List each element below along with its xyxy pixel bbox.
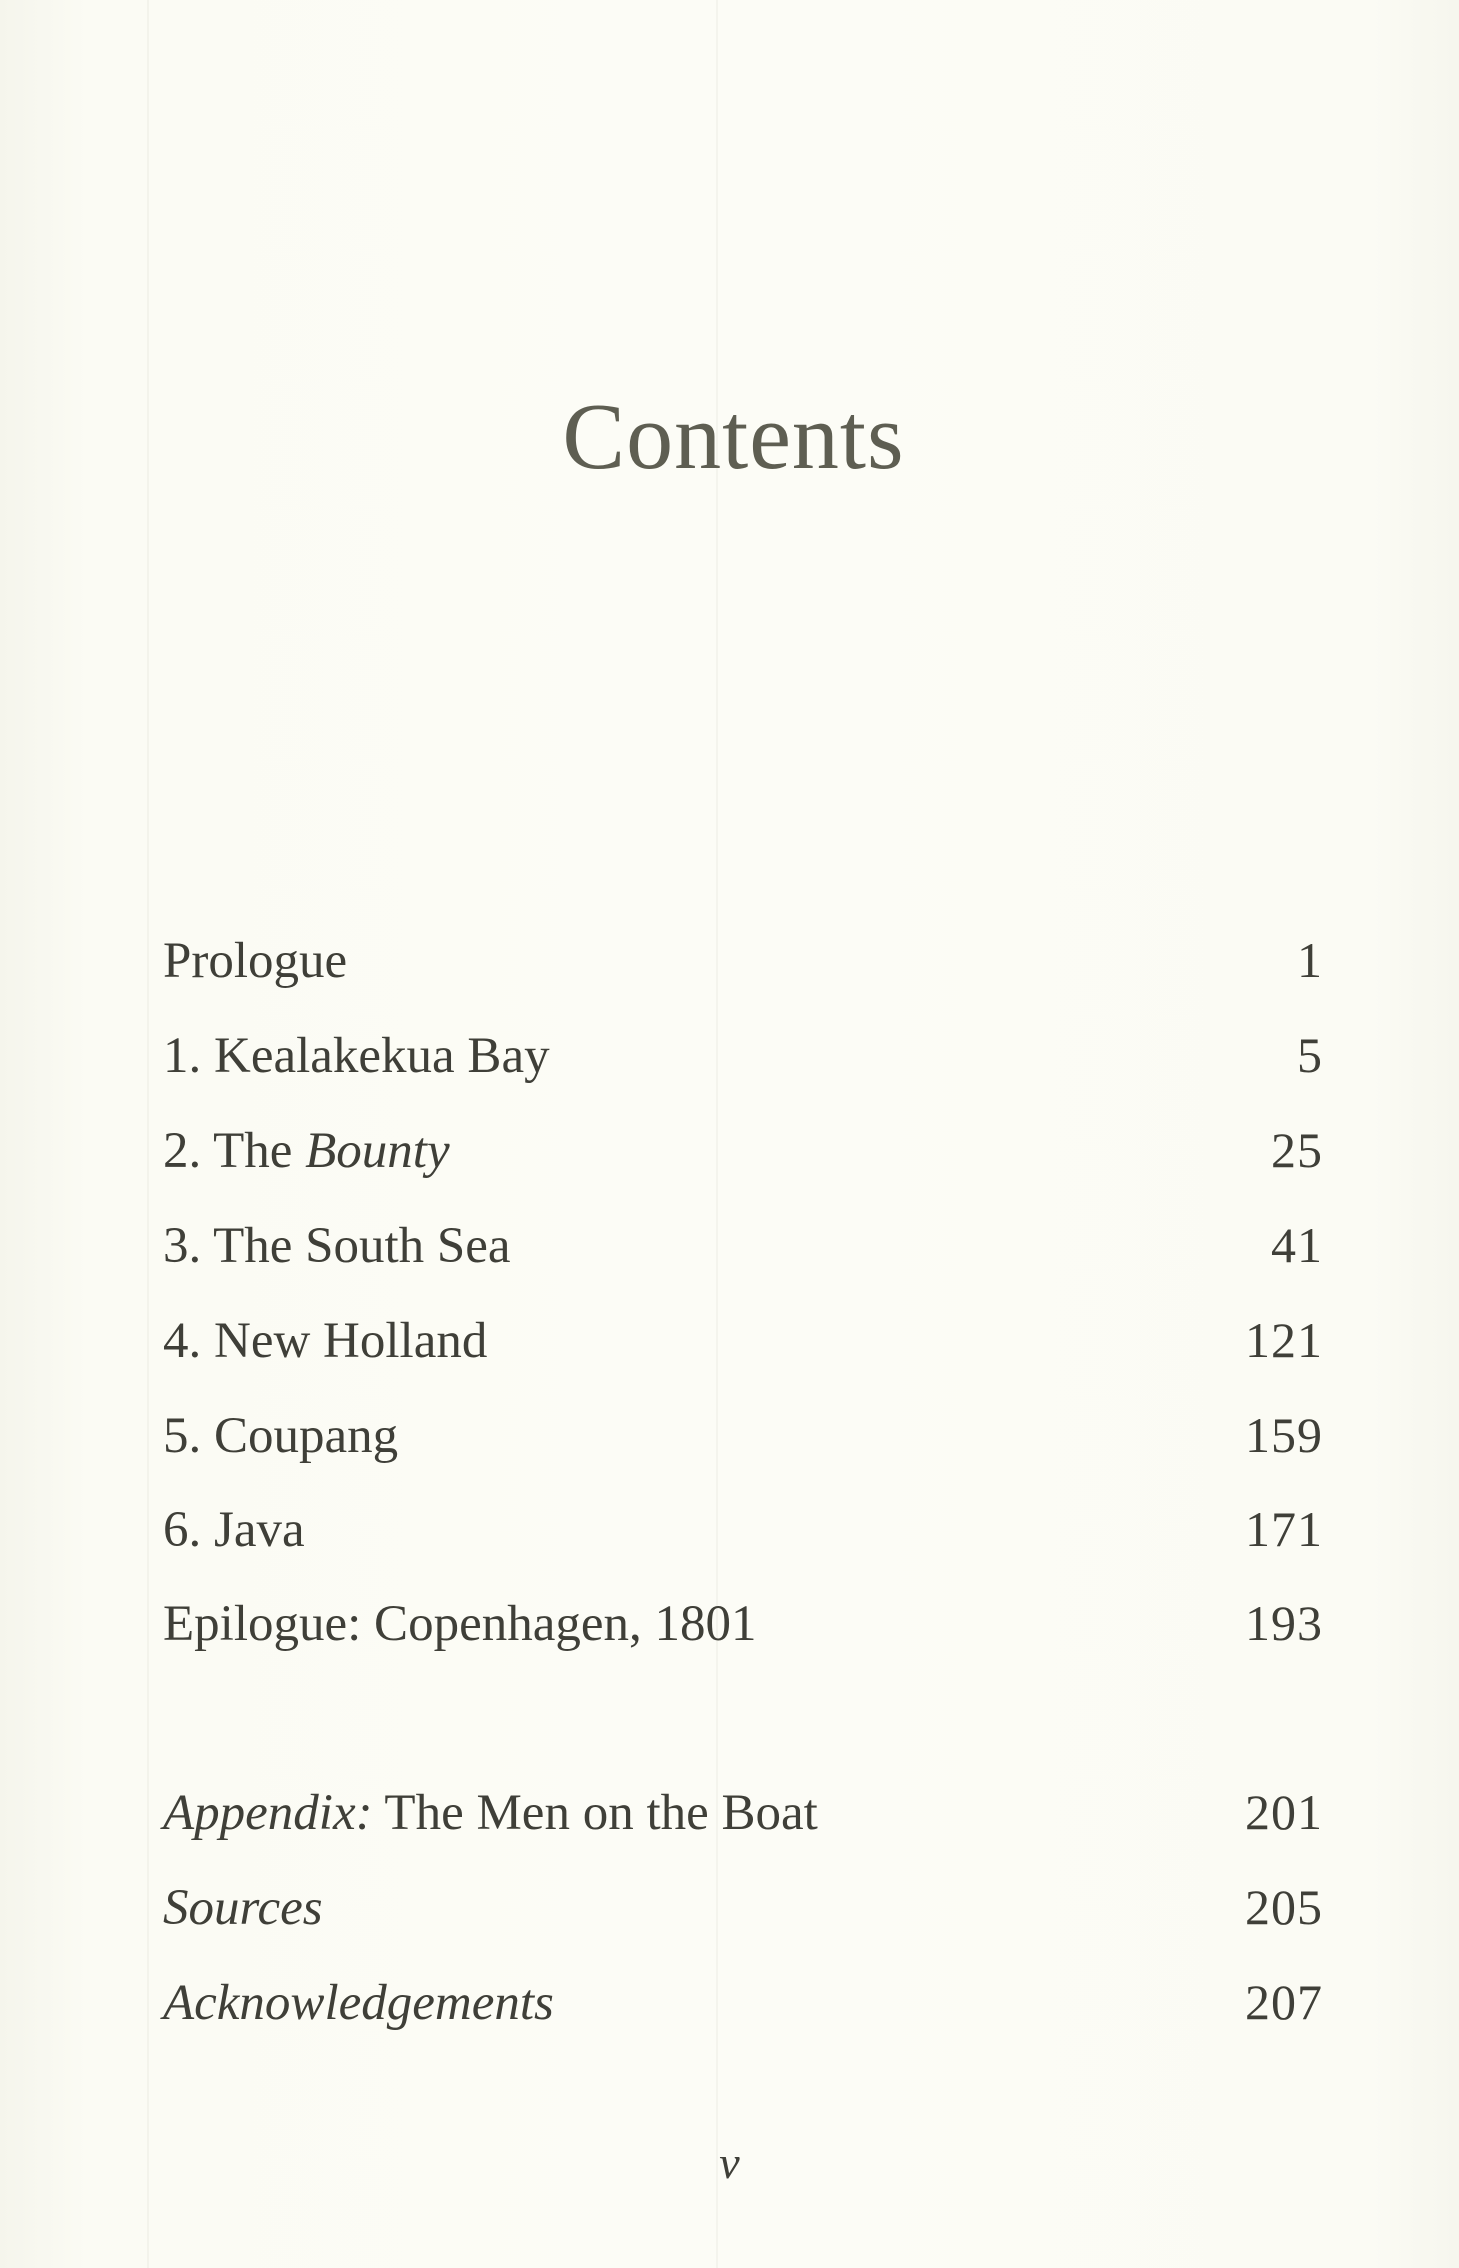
chapter-title: Java [214, 1502, 305, 1558]
toc-entry-chapter-1 [163, 1020, 1323, 1090]
toc-entry-title [163, 1495, 305, 1565]
toc-entry-chapter-2 [163, 1115, 1323, 1185]
toc-entry-title: Epilogue: Copenhagen, 1801 [163, 1596, 757, 1652]
toc-entry-title [163, 1211, 511, 1281]
chapter-title: The South Sea [213, 1218, 511, 1274]
toc-entry-chapter-4 [163, 1305, 1323, 1375]
toc-entry-chapter-3 [163, 1210, 1323, 1280]
chapter-title: The [213, 1123, 293, 1179]
appendix-title: The Men on the Boat [384, 1785, 818, 1841]
appendix-label: Appendix: [163, 1785, 373, 1841]
toc-page-number: 41 [1271, 1217, 1323, 1273]
page-crease [147, 0, 149, 2268]
toc-entry-sources [163, 1872, 1323, 1942]
toc-page-number: 1 [1297, 932, 1323, 988]
toc-entry-title: Prologue [163, 933, 348, 989]
chapter-title: Coupang [214, 1408, 399, 1464]
toc-entry-epilogue [163, 1588, 1323, 1658]
toc-page-number: 5 [1297, 1027, 1323, 1083]
toc-entry-prologue [163, 925, 1323, 995]
toc-entry-title [163, 1401, 398, 1471]
toc-page-number: 171 [1245, 1501, 1323, 1557]
toc-entry-title [163, 1021, 550, 1091]
toc-page-number: 159 [1245, 1407, 1323, 1463]
toc-entry-title [163, 1306, 487, 1376]
toc-entry-title [163, 1116, 450, 1186]
chapter-title: New Holland [214, 1313, 488, 1369]
chapter-number: 1. [163, 1028, 202, 1084]
chapter-title-italic: Bounty [305, 1123, 450, 1179]
toc-page-number: 25 [1271, 1122, 1323, 1178]
toc-entry-title: Sources [163, 1880, 323, 1936]
toc-entry-chapter-5 [163, 1400, 1323, 1470]
toc-entry-acknowledgements [163, 1967, 1323, 2037]
toc-page-number: 207 [1245, 1974, 1323, 2030]
toc-entry-chapter-6 [163, 1494, 1323, 1564]
toc-entry-title: Acknowledgements [163, 1975, 554, 2031]
toc-page-number: 201 [1245, 1784, 1323, 1840]
chapter-title: Kealakekua Bay [214, 1028, 550, 1084]
toc-page-number: 121 [1245, 1312, 1323, 1368]
toc-page-number: 205 [1245, 1879, 1323, 1935]
page-title: Contents [562, 385, 905, 489]
chapter-number: 6. [163, 1502, 202, 1558]
toc-entry-title [163, 1778, 818, 1848]
toc-entry-appendix [163, 1777, 1323, 1847]
chapter-number: 3. [163, 1218, 202, 1274]
chapter-number: 2. [163, 1123, 202, 1179]
chapter-number: 5. [163, 1408, 202, 1464]
toc-page-number: 193 [1245, 1595, 1323, 1651]
chapter-number: 4. [163, 1313, 202, 1369]
page-folio: v [719, 2137, 740, 2188]
